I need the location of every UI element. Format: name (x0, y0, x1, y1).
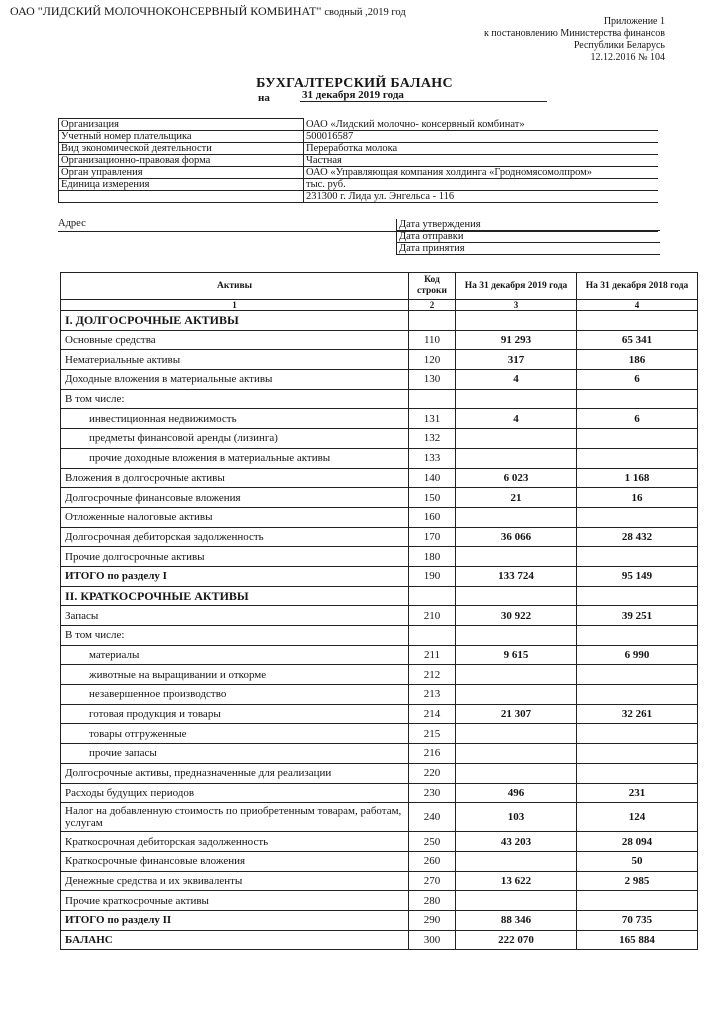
date-label: Дата утверждения (397, 219, 649, 231)
info-value: тыс. руб. (304, 179, 659, 191)
table-row (61, 685, 698, 705)
row-label: материалы (61, 645, 409, 665)
info-value: ОАО «Лидский молочно- консервный комбинат» (304, 119, 659, 131)
info-row (59, 179, 659, 191)
company-header-suffix: сводный ,2019 год (324, 7, 406, 18)
value-2019 (456, 744, 577, 764)
table-row (61, 566, 698, 586)
row-label: товары отгруженные (61, 724, 409, 744)
value-2019: 88 346 (456, 910, 577, 930)
value-2019 (456, 665, 577, 685)
table-row (61, 665, 698, 685)
value-2019 (456, 763, 577, 783)
value-2018 (577, 626, 698, 646)
value-2018: 65 341 (577, 330, 698, 350)
value-2018 (577, 429, 698, 449)
table-row (61, 871, 698, 891)
table-row (61, 488, 698, 508)
row-code (409, 311, 456, 331)
value-2019 (456, 507, 577, 527)
info-value: ОАО «Управляющая компания холдинга «Гродномясомолпром» (304, 167, 659, 179)
row-code: 280 (409, 891, 456, 911)
value-2018: 1 168 (577, 468, 698, 488)
appendix-note (484, 16, 665, 64)
value-2018: 124 (577, 803, 698, 832)
value-2019 (456, 547, 577, 567)
row-label: В том числе: (61, 626, 409, 646)
table-row (61, 645, 698, 665)
col-index: 3 (456, 300, 577, 311)
value-2019: 6 023 (456, 468, 577, 488)
value-2019: 13 622 (456, 871, 577, 891)
value-2018: 2 985 (577, 871, 698, 891)
row-code: 260 (409, 851, 456, 871)
value-2019: 317 (456, 350, 577, 370)
table-row (61, 704, 698, 724)
value-2019 (456, 851, 577, 871)
info-row (59, 155, 659, 167)
row-label: Расходы будущих периодов (61, 783, 409, 803)
row-code (409, 586, 456, 606)
info-value: 500016587 (304, 131, 659, 143)
organization-info-table (58, 118, 658, 203)
date-value (648, 243, 660, 255)
info-label: Вид экономической деятельности (59, 143, 304, 155)
value-2018: 50 (577, 851, 698, 871)
row-label: готовая продукция и товары (61, 704, 409, 724)
row-code: 110 (409, 330, 456, 350)
row-label: Краткосрочная дебиторская задолженность (61, 832, 409, 852)
value-2018 (577, 665, 698, 685)
info-value: Переработка молока (304, 143, 659, 155)
value-2018: 165 884 (577, 930, 698, 950)
row-label: Прочие краткосрочные активы (61, 891, 409, 911)
date-label: Дата отправки (397, 231, 649, 243)
col-index: 2 (409, 300, 456, 311)
table-row (61, 851, 698, 871)
row-code: 133 (409, 448, 456, 468)
value-2019: 103 (456, 803, 577, 832)
row-code: 140 (409, 468, 456, 488)
table-row (61, 448, 698, 468)
row-code: 130 (409, 370, 456, 390)
value-2018 (577, 507, 698, 527)
appendix-line: к постановлению Министерства финансов (483, 28, 665, 39)
row-code: 212 (409, 665, 456, 685)
info-row (59, 143, 659, 155)
row-code: 170 (409, 527, 456, 547)
row-code: 213 (409, 685, 456, 705)
info-row (59, 131, 659, 143)
info-label: Орган управления (59, 167, 304, 179)
row-label: Вложения в долгосрочные активы (61, 468, 409, 488)
row-label: Долгосрочная дебиторская задолженность (61, 527, 409, 547)
value-2018 (577, 586, 698, 606)
value-2019 (456, 685, 577, 705)
info-label: Организационно-правовая форма (59, 155, 304, 167)
row-label: Доходные вложения в материальные активы (61, 370, 409, 390)
value-2018 (577, 389, 698, 409)
value-2019: 36 066 (456, 527, 577, 547)
value-2018: 6 (577, 409, 698, 429)
value-2019 (456, 626, 577, 646)
row-code: 230 (409, 783, 456, 803)
table-row (61, 724, 698, 744)
row-label: Нематериальные активы (61, 350, 409, 370)
table-row (61, 763, 698, 783)
row-code: 250 (409, 832, 456, 852)
value-2018: 16 (577, 488, 698, 508)
table-row (61, 783, 698, 803)
value-2019 (456, 586, 577, 606)
value-2018 (577, 891, 698, 911)
date-row (397, 231, 661, 243)
table-row (61, 744, 698, 764)
value-2018 (577, 448, 698, 468)
balance-table (60, 272, 698, 950)
value-2018: 186 (577, 350, 698, 370)
row-code: 120 (409, 350, 456, 370)
row-label: ИТОГО по разделу II (61, 910, 409, 930)
col-index: 1 (61, 300, 409, 311)
col-header-2019: На 31 декабря 2019 года (456, 273, 577, 300)
value-2018: 70 735 (577, 910, 698, 930)
appendix-line: Приложение 1 (603, 16, 665, 27)
row-label: Запасы (61, 606, 409, 626)
table-row (61, 547, 698, 567)
row-code: 216 (409, 744, 456, 764)
report-date: 31 декабря 2019 года (300, 89, 547, 102)
table-row (61, 468, 698, 488)
info-label: Учетный номер плательщика (59, 131, 304, 143)
table-row (61, 350, 698, 370)
company-name-header: ОАО "ЛИДСКИЙ МОЛОЧНОКОНСЕРВНЫЙ КОМБИНАТ" (10, 4, 322, 18)
table-row (61, 429, 698, 449)
row-code: 214 (409, 704, 456, 724)
table-row (61, 930, 698, 950)
value-2018: 6 990 (577, 645, 698, 665)
table-row (61, 507, 698, 527)
table-row (61, 832, 698, 852)
value-2019: 30 922 (456, 606, 577, 626)
table-row (61, 389, 698, 409)
value-2019: 4 (456, 370, 577, 390)
table-header-row (61, 273, 698, 300)
date-value (648, 231, 660, 243)
value-2018 (577, 547, 698, 567)
appendix-line: 12.12.2016 № 104 (590, 52, 665, 63)
info-value: Частная (304, 155, 659, 167)
row-label: прочие доходные вложения в материальные активы (61, 448, 409, 468)
value-2019: 4 (456, 409, 577, 429)
value-2018 (577, 685, 698, 705)
date-row (397, 219, 661, 231)
date-label: Дата принятия (397, 243, 649, 255)
row-code: 150 (409, 488, 456, 508)
value-2019 (456, 311, 577, 331)
col-header-assets: Активы (61, 273, 409, 300)
value-2019: 496 (456, 783, 577, 803)
address-label: Адрес (58, 218, 86, 229)
row-label: Долгосрочные активы, предназначенные для реализации (61, 763, 409, 783)
value-2019 (456, 448, 577, 468)
info-row (59, 191, 659, 203)
row-code: 180 (409, 547, 456, 567)
table-row (61, 803, 698, 832)
info-row (59, 167, 659, 179)
value-2019: 43 203 (456, 832, 577, 852)
column-index-row (61, 300, 698, 311)
row-label: БАЛАНС (61, 930, 409, 950)
value-2018: 28 432 (577, 527, 698, 547)
row-code: 190 (409, 566, 456, 586)
info-row (59, 119, 659, 131)
row-code: 211 (409, 645, 456, 665)
row-code: 240 (409, 803, 456, 832)
row-code (409, 389, 456, 409)
section-header-row (61, 586, 698, 606)
col-header-2018: На 31 декабря 2018 года (577, 273, 698, 300)
info-value: 231300 г. Лида ул. Энгельса - 116 (304, 191, 659, 203)
value-2018: 32 261 (577, 704, 698, 724)
row-label: ИТОГО по разделу I (61, 566, 409, 586)
value-2019 (456, 429, 577, 449)
row-code: 290 (409, 910, 456, 930)
row-label: Основные средства (61, 330, 409, 350)
value-2018 (577, 744, 698, 764)
date-value (648, 219, 660, 231)
value-2018 (577, 724, 698, 744)
value-2019: 222 070 (456, 930, 577, 950)
row-label: Налог на добавленную стоимость по приобретенным товарам, работам, услугам (61, 803, 409, 832)
value-2018: 6 (577, 370, 698, 390)
row-code: 220 (409, 763, 456, 783)
date-row (397, 243, 661, 255)
info-label: Организация (59, 119, 304, 131)
table-row (61, 409, 698, 429)
value-2018: 231 (577, 783, 698, 803)
row-label: инвестиционная недвижимость (61, 409, 409, 429)
row-code: 300 (409, 930, 456, 950)
document-header-line (10, 4, 406, 19)
table-row (61, 606, 698, 626)
dates-table (396, 219, 660, 255)
document-title: БУХГАЛТЕРСКИЙ БАЛАНС (256, 76, 453, 91)
table-row (61, 527, 698, 547)
value-2019: 21 307 (456, 704, 577, 724)
info-label (59, 191, 304, 203)
value-2018 (577, 311, 698, 331)
table-row (61, 330, 698, 350)
section-header-row (61, 311, 698, 331)
info-label: Единица измерения (59, 179, 304, 191)
table-row (61, 370, 698, 390)
row-label: Денежные средства и их эквиваленты (61, 871, 409, 891)
value-2019: 9 615 (456, 645, 577, 665)
row-label: предметы финансовой аренды (лизинга) (61, 429, 409, 449)
col-header-code: Код строки (409, 273, 456, 300)
table-row (61, 910, 698, 930)
row-code: 210 (409, 606, 456, 626)
row-label: прочие запасы (61, 744, 409, 764)
row-code: 270 (409, 871, 456, 891)
row-label: I. ДОЛГОСРОЧНЫЕ АКТИВЫ (61, 311, 409, 331)
value-2019: 91 293 (456, 330, 577, 350)
row-code: 160 (409, 507, 456, 527)
row-label: Прочие долгосрочные активы (61, 547, 409, 567)
value-2019: 21 (456, 488, 577, 508)
row-code: 131 (409, 409, 456, 429)
row-label: II. КРАТКОСРОЧНЫЕ АКТИВЫ (61, 586, 409, 606)
on-date-label: на (258, 92, 270, 104)
row-label: животные на выращивании и откорме (61, 665, 409, 685)
row-code: 132 (409, 429, 456, 449)
value-2019: 133 724 (456, 566, 577, 586)
value-2018: 39 251 (577, 606, 698, 626)
table-row (61, 891, 698, 911)
row-label: В том числе: (61, 389, 409, 409)
row-code (409, 626, 456, 646)
value-2018: 95 149 (577, 566, 698, 586)
value-2018 (577, 763, 698, 783)
row-label: Долгосрочные финансовые вложения (61, 488, 409, 508)
appendix-line: Республики Беларусь (573, 40, 665, 51)
row-label: Отложенные налоговые активы (61, 507, 409, 527)
row-code: 215 (409, 724, 456, 744)
value-2019 (456, 389, 577, 409)
col-index: 4 (577, 300, 698, 311)
value-2018: 28 094 (577, 832, 698, 852)
table-row (61, 626, 698, 646)
value-2019 (456, 724, 577, 744)
row-label: незавершенное производство (61, 685, 409, 705)
row-label: Краткосрочные финансовые вложения (61, 851, 409, 871)
value-2019 (456, 891, 577, 911)
